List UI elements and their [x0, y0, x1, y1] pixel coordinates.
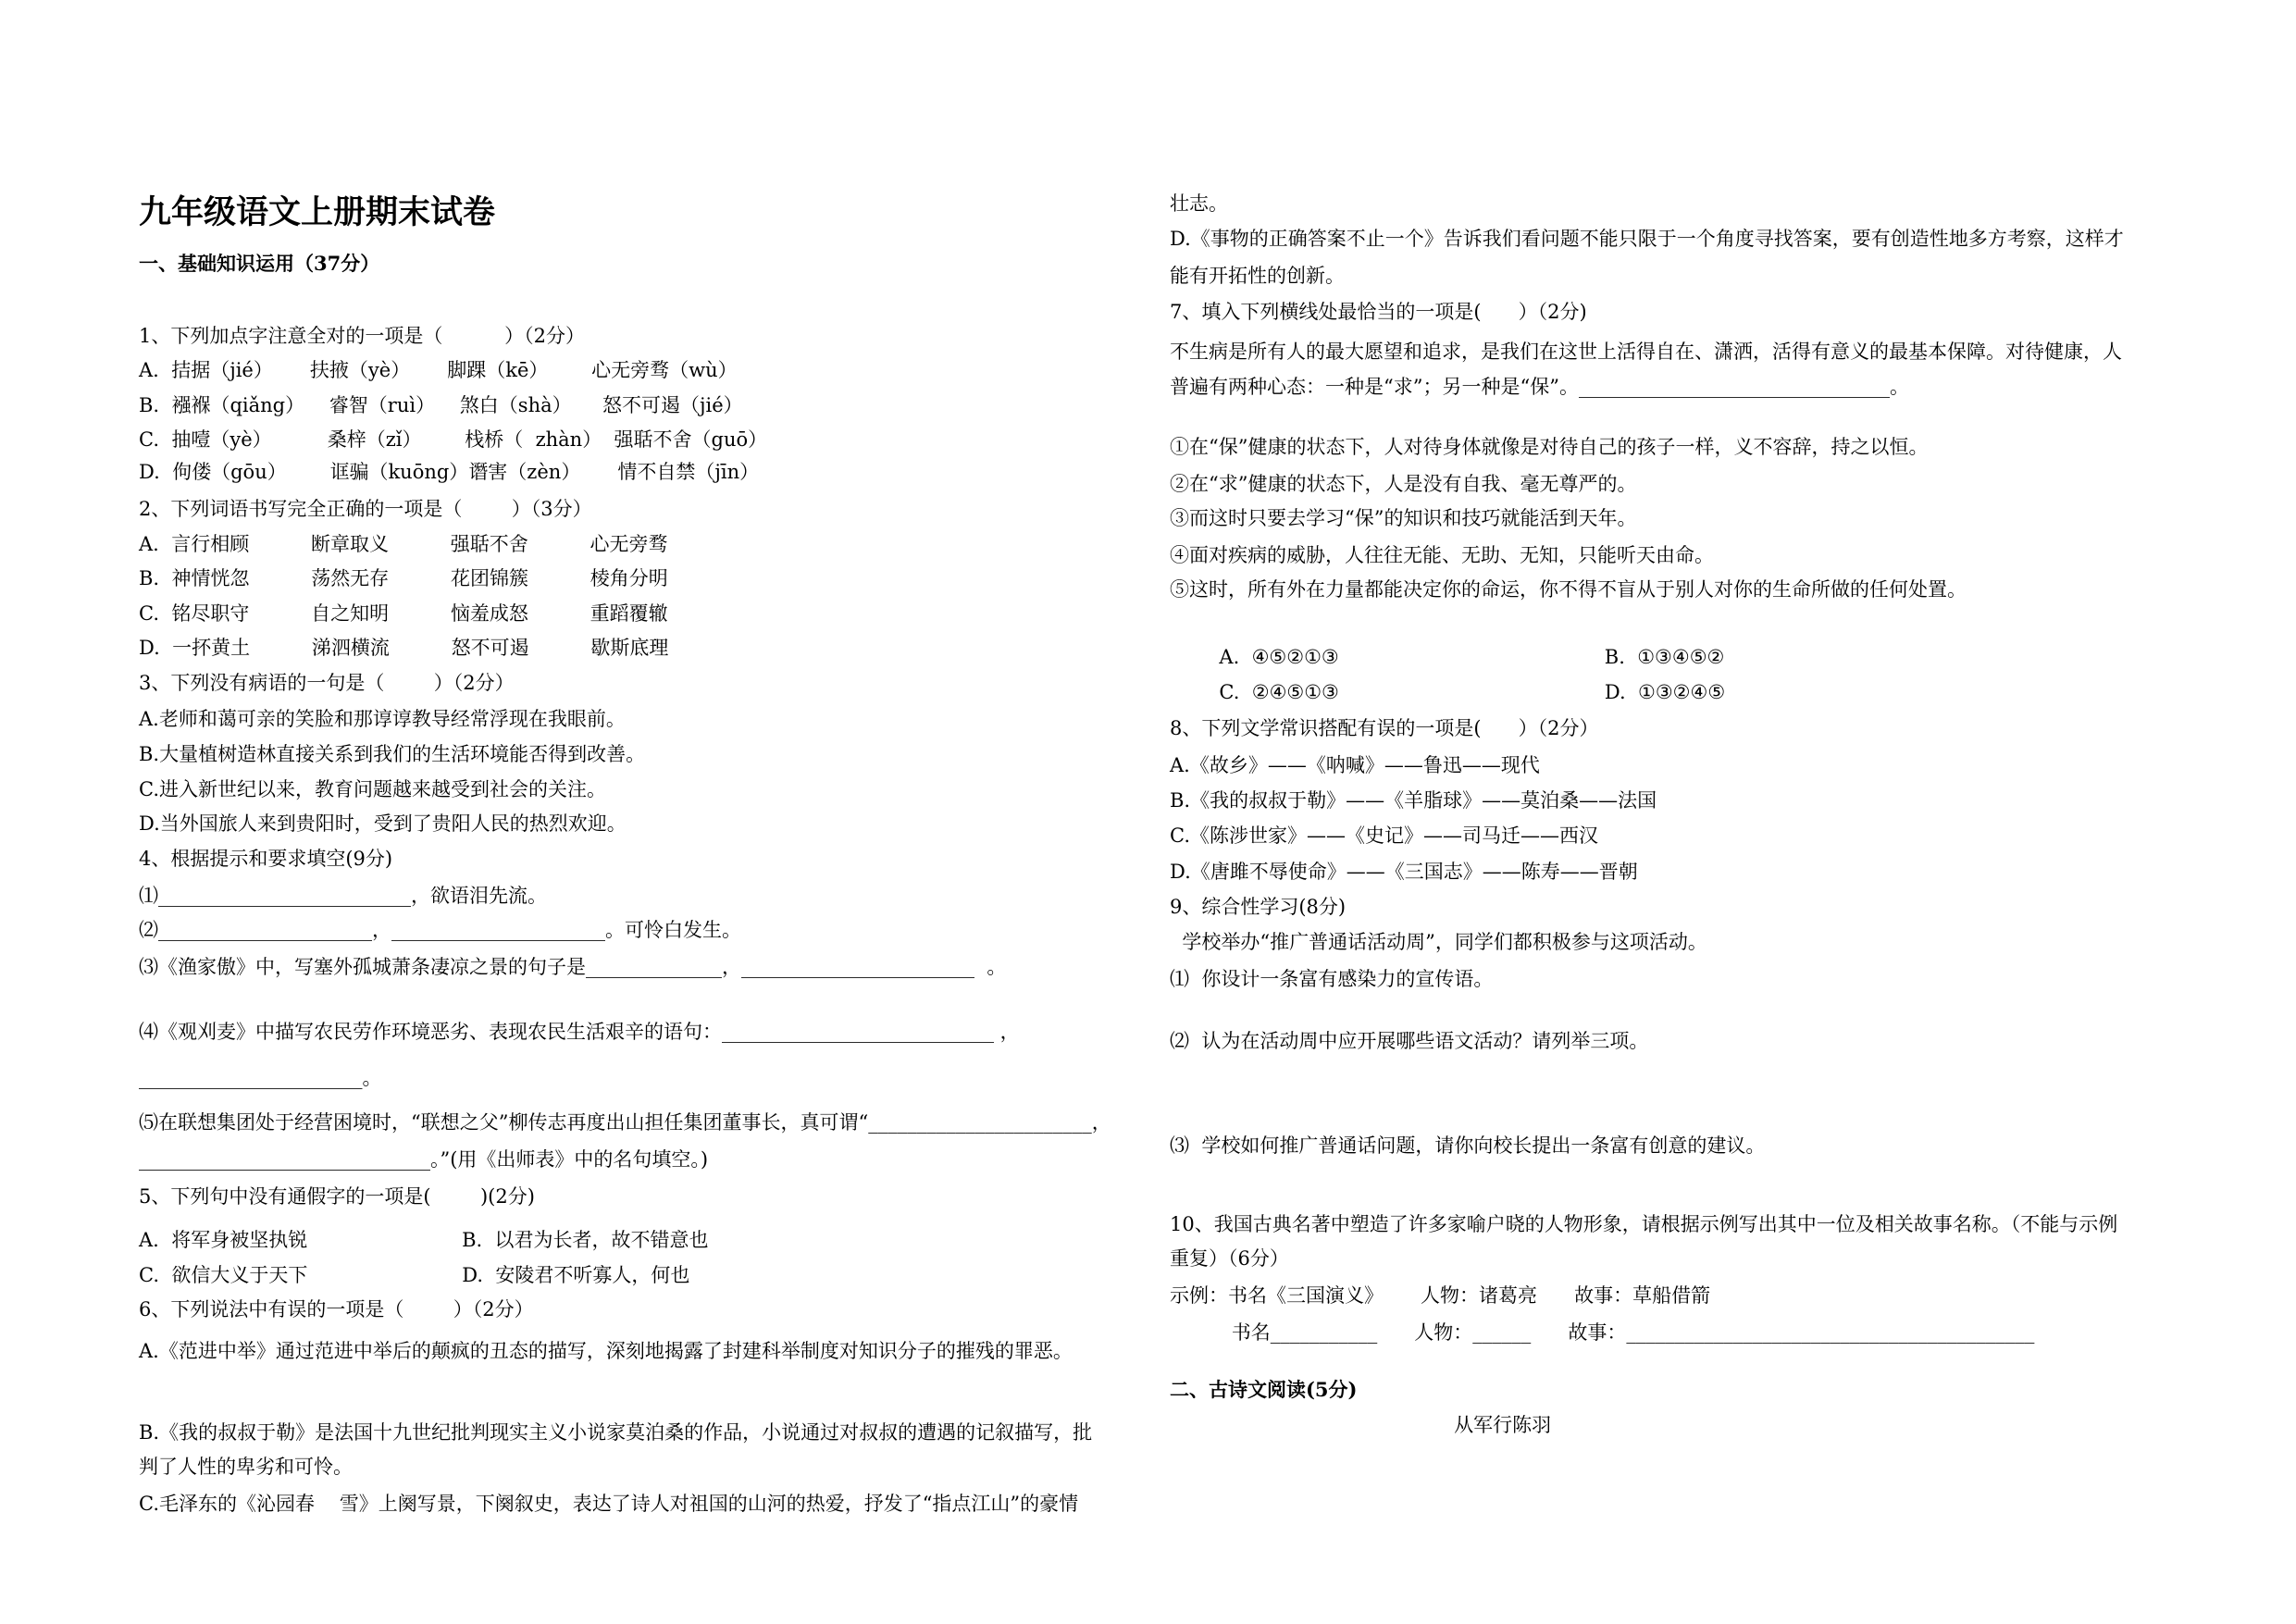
left-line-29: A.《范进中举》通过范进中举后的颠疯的丑态的描写，深刻地揭露了封建科举制度对知识分子的摧残的罪恶。 — [139, 1340, 1073, 1362]
left-line-24: ______________________________。”(用《出师表》中的名句填空。) — [139, 1148, 709, 1171]
left-line-22: _______________________。 — [139, 1067, 382, 1089]
right-line-7: ①在“保”健康的状态下，人对待身体就像是对待自己的孩子一样，义不容辞，持之以恒。 — [1170, 436, 1929, 458]
page-title: 九年级语文上册期末试卷 — [139, 193, 496, 231]
left-line-17: 4、根据提示和要求填空(9分) — [139, 848, 393, 870]
left-line-32: C.毛泽东的《沁园春 雪》上阕写景，下阕叙史，表达了诗人对祖国的山河的热爱，抒发了“指点江山”的豪情 — [139, 1493, 1079, 1515]
left-line-5: C. 抽噎（yè） 桑梓（zǐ） 栈桥（ zhàn） 强聒不舍（guō） — [139, 428, 768, 451]
left-line-4: B. 襁褓（qiǎng） 睿智（ruì） 煞白（shà） 怒不可遏（jié） — [139, 394, 743, 416]
left-line-31: 判了人性的卑劣和可怜。 — [139, 1456, 353, 1478]
right-line-16: B.《我的叔叔于勒》——《羊脂球》——莫泊桑——法国 — [1170, 789, 1657, 812]
right-line-27: 书名___________ 人物：______ 故事：__________________________________________ — [1170, 1321, 2035, 1344]
left-line-12: 3、下列没有病语的一句是（ ）（2分） — [139, 672, 515, 694]
right-line-28: 二、古诗文阅读(5分) — [1170, 1378, 1358, 1401]
right-line-22: ⑵ 认为在活动周中应开展哪些语文活动？请列举三项。 — [1170, 1030, 1649, 1052]
left-line-11: D. 一抔黄土 涕泗横流 怒不可遏 歇斯底理 — [139, 637, 669, 659]
left-line-7: 2、下列词语书写完全正确的一项是（ ）（3分） — [139, 498, 592, 520]
left-line-10: C. 铭尽职守 自之知明 恼羞成怒 重蹈覆辙 — [139, 602, 668, 625]
left-line-21: ⑷《观刈麦》中描写农民劳作环境恶劣、表现农民生活艰辛的语句：____________________________ ， — [139, 1021, 1020, 1043]
left-line-30: B.《我的叔叔于勒》是法国十九世纪批判现实主义小说家莫泊桑的作品，小说通过对叔叔的遭遇的记叙描写，批 — [139, 1421, 1093, 1444]
left-line-28: 6、下列说法中有误的一项是（ ）（2分） — [139, 1298, 534, 1320]
right-line-14: 8、下列文学常识搭配有误的一项是( ）（2分） — [1170, 717, 1599, 739]
left-line-18: ⑴__________________________，欲语泪先流。 — [139, 885, 547, 907]
left-line-14: B.大量植树造林直接关系到我们的生活环境能否得到改善。 — [139, 743, 646, 765]
left-line-23: ⑸在联想集团处于经营困境时，“联想之父”柳传志再度出山担任集团董事长，真可谓“_______________________， — [139, 1111, 1111, 1134]
left-line-15: C.进入新世纪以来，教育问题越来越受到社会的关注。 — [139, 778, 606, 800]
right-line-29: 从军行陈羽 — [1170, 1414, 1552, 1436]
left-line-20: ⑶《渔家傲》中，写塞外孤城萧条凄凉之景的句子是______________，________________________ 。 — [139, 956, 1007, 978]
right-line-9: ③而这时只要去学习“保”的知识和技巧就能活到天年。 — [1170, 507, 1637, 529]
right-line-24: 10、我国古典名著中塑造了许多家喻户晓的人物形象，请根据示例写出其中一位及相关故事名称。（不能与示例 — [1170, 1213, 2118, 1235]
left-line-3: A. 拮据（jié） 扶掖（yè） 脚踝（kē） 心无旁骛（wù） — [139, 359, 738, 381]
right-line-21: ⑴ 你设计一条富有感染力的宣传语。 — [1170, 968, 1494, 990]
left-line-25: 5、下列句中没有通假字的一项是( )(2分) — [139, 1185, 535, 1208]
right-line-25: 重复）（6分） — [1170, 1247, 1289, 1270]
right-line-1: 壮志。 — [1170, 192, 1228, 215]
right-line-11: ⑤这时，所有外在力量都能决定你的命运，你不得不盲从于别人对你的生命所做的任何处置。 — [1170, 578, 1967, 601]
right-line-20: 学校举办“推广普通话活动周”，同学们都积极参与这项活动。 — [1170, 931, 1707, 953]
left-line-1: 一、基础知识运用（37分） — [139, 252, 380, 275]
right-line-6: 普遍有两种心态：一种是“求”；另一种是“保”。________________________________。 — [1170, 376, 1909, 398]
right-line-8: ②在“求”健康的状态下，人是没有自我、毫无尊严的。 — [1170, 473, 1637, 495]
right-line-10: ④面对疾病的威胁，人往往无能、无助、无知，只能听天由命。 — [1170, 544, 1714, 566]
left-line-2: 1、下列加点字注意全对的一项是（ ）（2分） — [139, 325, 585, 347]
right-line-12: A. ④⑤②①③ B. ①③④⑤② — [1170, 646, 1725, 668]
right-line-4: 7、填入下列横线处最恰当的一项是( ）（2分) — [1170, 301, 1587, 323]
right-line-17: C.《陈涉世家》——《史记》——司马迁——西汉 — [1170, 824, 1598, 847]
left-line-9: B. 神情恍忽 荡然无存 花团锦簇 棱角分明 — [139, 567, 668, 589]
right-line-15: A.《故乡》——《呐喊》——鲁迅——现代 — [1170, 754, 1540, 776]
left-line-26: A. 将军身被坚执锐 B. 以君为长者，故不错意也 — [139, 1229, 709, 1251]
left-line-8: A. 言行相顾 断章取义 强聒不舍 心无旁骛 — [139, 533, 668, 555]
left-line-19: ⑵______________________，______________________。可怜白发生。 — [139, 919, 741, 941]
right-line-26: 示例：书名《三国演义》 人物：诸葛亮 故事：草船借箭 — [1170, 1284, 1711, 1307]
right-line-19: 9、综合性学习(8分) — [1170, 896, 1347, 918]
left-line-6: D. 佝偻（gōu） 诓骗（kuōng）谮害（zèn） 情不自禁（jīn） — [139, 461, 760, 483]
left-line-27: C. 欲信大义于天下 D. 安陵君不听寡人，何也 — [139, 1264, 690, 1286]
left-line-16: D.当外国旅人来到贵阳时，受到了贵阳人民的热烈欢迎。 — [139, 812, 627, 835]
right-line-13: C. ②④⑤①③ D. ①③②④⑤ — [1170, 681, 1726, 703]
right-line-2: D.《事物的正确答案不止一个》告诉我们看问题不能只限于一个角度寻找答案，要有创造性地多方考察，这样才 — [1170, 228, 2124, 250]
right-line-23: ⑶ 学校如何推广普通话问题，请你向校长提出一条富有创意的建议。 — [1170, 1134, 1766, 1157]
right-line-3: 能有开拓性的创新。 — [1170, 265, 1345, 287]
right-line-5: 不生病是所有人的最大愿望和追求，是我们在这世上活得自在、潇洒，活得有意义的最基本保障。对待健康，人 — [1170, 341, 2122, 363]
right-line-18: D.《唐雎不辱使命》——《三国志》——陈寿——晋朝 — [1170, 861, 1638, 883]
left-line-13: A.老师和蔼可亲的笑脸和那谆谆教导经常浮现在我眼前。 — [139, 708, 626, 730]
